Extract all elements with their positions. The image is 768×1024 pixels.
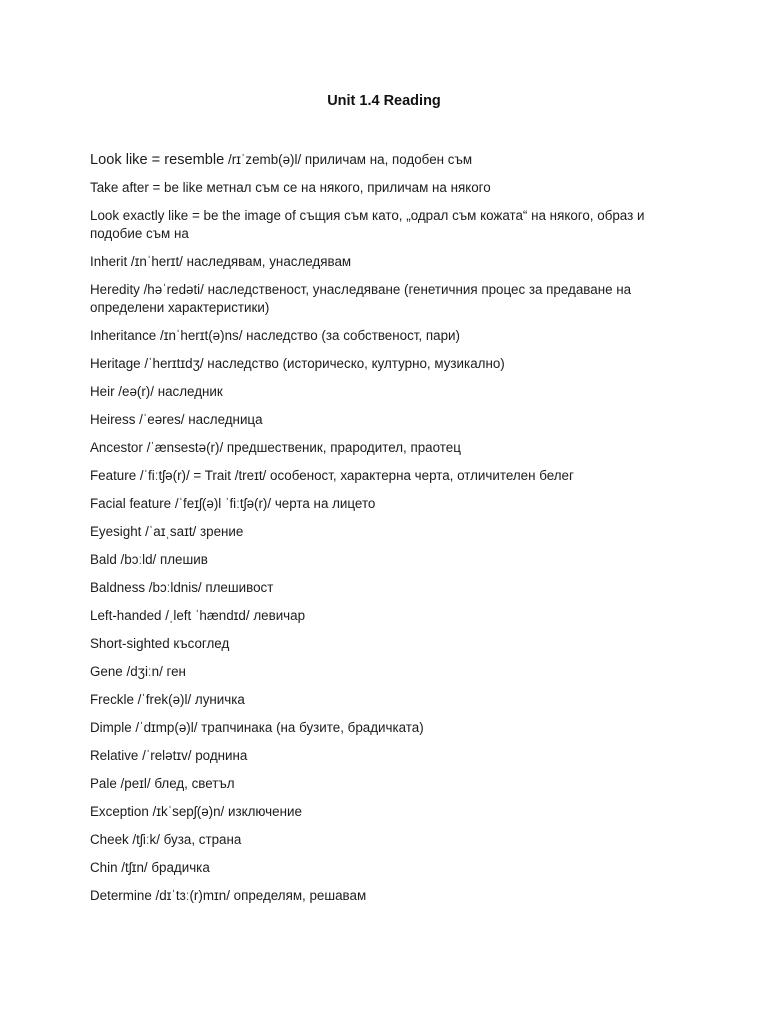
vocabulary-entry: Heredity /həˈredəti/ наследственост, унаследяване (генетичния процес за предаване на определени характеристики) (90, 282, 632, 315)
vocabulary-entry: Freckle /ˈfrek(ə)l/ луничка (90, 692, 245, 707)
vocabulary-entry: Heir /eə(r)/ наследник (90, 384, 223, 399)
vocabulary-entry: Pale /peɪl/ блед, светъл (90, 776, 235, 791)
vocabulary-entry: Cheek /tʃiːk/ буза, страна (90, 832, 242, 847)
vocabulary-entry: Heritage /ˈherɪtɪdʒ/ наследство (историческо, културно, музикално) (90, 356, 505, 371)
vocabulary-entry: Look exactly like = be the image of същия съм като, „одрал съм кожата“ на някого, образ и подобие съм на (90, 208, 645, 241)
vocabulary-entry: Exception /ɪkˈsepʃ(ə)n/ изключение (90, 804, 302, 819)
vocabulary-entry-first (90, 151, 680, 169)
vocabulary-entry: Short-sighted късоглед (90, 636, 230, 651)
vocabulary-entry: Facial feature /ˈfeɪʃ(ə)l ˈfiːtʃə(r)/ черта на лицето (90, 496, 376, 511)
vocabulary-entry: Dimple /ˈdɪmp(ə)l/ трапчинака (на бузите, брадичката) (90, 720, 424, 735)
vocabulary-entry: Left-handed /ˌleft ˈhændɪd/ левичар (90, 608, 306, 623)
vocabulary-entry: Inheritance /ɪnˈherɪt(ə)ns/ наследство (за собственост, пари) (90, 328, 460, 343)
vocabulary-entry: Heiress /ˈeəres/ наследница (90, 412, 263, 427)
vocabulary-entry: Take after = be like метнал съм се на някого, приличам на някого (90, 180, 491, 195)
vocabulary-entry: Chin /tʃɪn/ брадичка (90, 860, 210, 875)
vocabulary-entry: Ancestor /ˈænsestə(r)/ предшественик, прародител, праотец (90, 440, 461, 455)
vocabulary-entry: Gene /dʒiːn/ ген (90, 664, 186, 679)
vocabulary-entry: Baldness /bɔːldnis/ плешивост (90, 580, 274, 595)
vocabulary-entry: Eyesight /ˈaɪˌsaɪt/ зрение (90, 524, 244, 539)
vocabulary-list (90, 151, 680, 915)
vocabulary-entry: Relative /ˈrelətɪv/ роднина (90, 748, 248, 763)
vocabulary-entry: Feature /ˈfiːtʃə(r)/ = Trait /treɪt/ особеност, характерна черта, отличителен белег (90, 468, 574, 483)
vocabulary-entry: Determine /dɪˈtɜː(r)mɪn/ определям, решавам (90, 888, 367, 903)
entry-lead-term: Look like = resemble (90, 152, 225, 168)
document-title: Unit 1.4 Reading (327, 93, 441, 109)
vocabulary-entry: Bald /bɔːld/ плешив (90, 552, 208, 567)
entry-definition: /rɪˈzemb(ə)l/ приличам на, подобен съм (224, 152, 473, 167)
vocabulary-entry: Inherit /ɪnˈherɪt/ наследявам, унаследявам (90, 254, 352, 269)
